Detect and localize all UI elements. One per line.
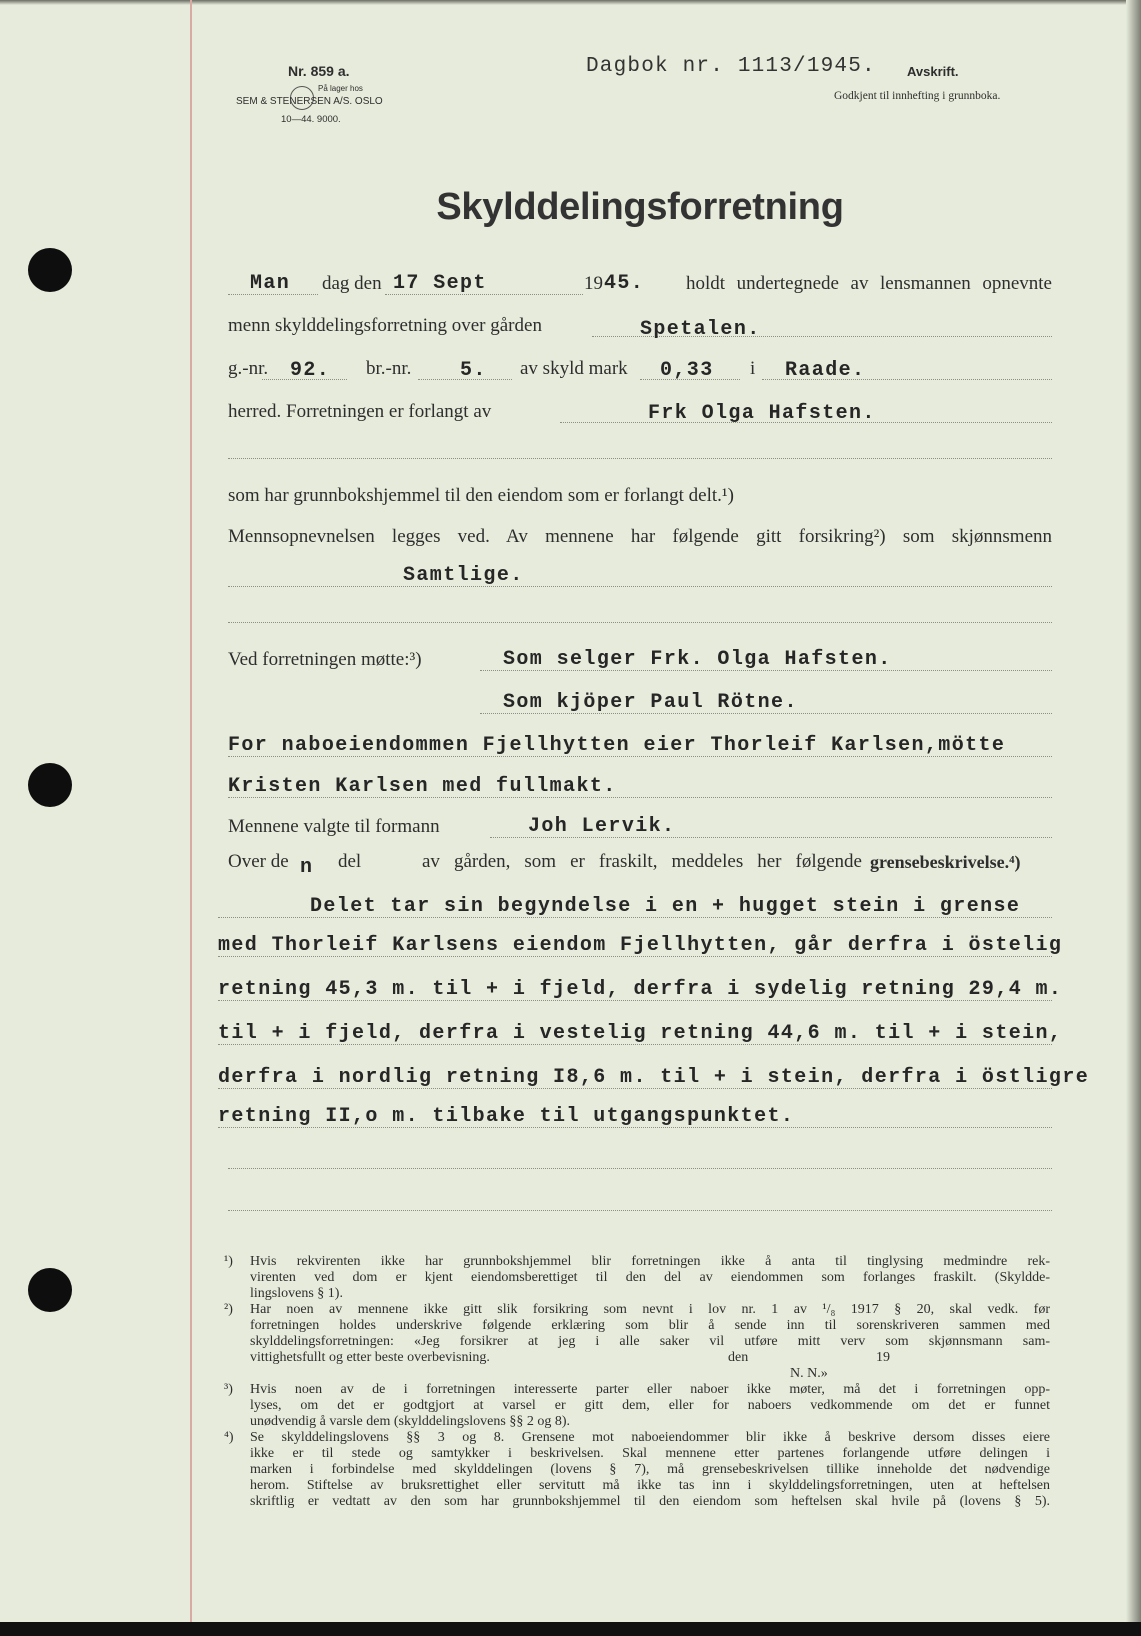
footnote-line: virenten ved dom er kjent eiendomsberettiget til den del av eiendommen som forlanges fraskilt. (Skyldde- bbox=[250, 1270, 1050, 1285]
form-number: Nr. 859 a. bbox=[288, 63, 350, 79]
footnote-line: Hvis noen av de i forretningen interesserte parter eller naboer ikke møter, må det i forretningen opp- bbox=[250, 1382, 1050, 1397]
footnote-line: skylddelingsforretningen: «Jeg forsikrer at jeg i alle saker vil utføre mitt verv som skjønnsmann sam- bbox=[250, 1334, 1050, 1349]
stock-note: På lager hos bbox=[318, 84, 363, 93]
municipality-field: Raade. bbox=[785, 359, 866, 382]
tax-field: 0,33 bbox=[660, 359, 714, 382]
footnote-line: ikke er til stede og samtykker i beskrivelsen. Skal mennene etter partenes forlangende utføre delingen i bbox=[250, 1446, 1050, 1461]
boundary-prefix: Over de bbox=[228, 851, 289, 872]
year-field: 45. bbox=[604, 272, 645, 295]
boundary-line: med Thorleif Karlsens eiendom Fjellhytten, går derfra i östelig bbox=[218, 934, 1063, 957]
footnote-line: forretningen holdes underskrive følgende erklæring som blir å sende inn til sorenskriveren sammen med bbox=[250, 1318, 1050, 1333]
boundary-line: Delet tar sin begyndelse i en + hugget stein i grense bbox=[310, 895, 1021, 918]
journal-entry: Dagbok nr. 1113/1945. bbox=[586, 55, 876, 78]
margin-rule bbox=[190, 0, 192, 1622]
in-label: i bbox=[750, 358, 756, 379]
dotted-rule bbox=[228, 1210, 1052, 1211]
footnote-line: marken i forbindelse med skylddelingen (lovens § 7), må grensebeskrivelsen tillike inneholde det nødvendige bbox=[250, 1462, 1050, 1477]
footnote-marker: ¹) bbox=[224, 1254, 233, 1269]
oath-date-label: den bbox=[728, 1350, 749, 1365]
oath-year-label: 19 bbox=[876, 1350, 890, 1365]
sworn-in-field: Samtlige. bbox=[403, 564, 524, 587]
footnote-line: Har noen av mennene ikke gitt slik forsikring som nevnt i lov nr. 1 av ¹/₈ 1917 § 20, skal vedk. før bbox=[250, 1302, 1050, 1317]
footnote-line: skriftlig er vedtatt av den som har grunnbokshjemmel til den eiendom som heftelsen skal hvile på (lovens § 5). bbox=[250, 1494, 1050, 1509]
paper-bottom-edge bbox=[0, 1622, 1141, 1636]
appointment-text: Mennsopnevnelsen legges ved. Av mennene har følgende gitt forsikring²) som skjønnsmenn bbox=[228, 526, 1052, 547]
dotted-rule bbox=[228, 622, 1052, 623]
title-deed-text: som har grunnbokshjemmel til den eiendom som er forlangt delt.¹) bbox=[228, 485, 734, 506]
page-title: Skylddelingsforretning bbox=[436, 186, 844, 228]
boundary-line: til + i fjeld, derfra i vestelig retning 44,6 m. til + i stein, bbox=[218, 1022, 1063, 1045]
footnote-line: Hvis rekvirenten ikke har grunnbokshjemmel blir forretningen ikke å anta til tinglysing medmindre rek- bbox=[250, 1254, 1050, 1269]
footnote-marker: ⁴) bbox=[224, 1430, 234, 1445]
attendee-buyer: Som kjöper Paul Rötne. bbox=[503, 691, 798, 714]
dotted-rule bbox=[228, 586, 1052, 587]
chair-label: Mennene valgte til formann bbox=[228, 816, 440, 837]
paper-right-edge bbox=[1126, 0, 1141, 1636]
attendee-proxy: Kristen Karlsen med fullmakt. bbox=[228, 775, 617, 798]
footnote-line: unødvendig å varsle dem (skylddelingslovens §§ 2 og 8). bbox=[250, 1414, 571, 1429]
punch-hole bbox=[28, 248, 72, 292]
gnr-label: g.-nr. bbox=[228, 358, 269, 379]
footnote-marker: ³) bbox=[224, 1382, 233, 1397]
year-prefix: 19 bbox=[584, 273, 603, 294]
fraction-field: n bbox=[300, 856, 314, 879]
weekday-field: Man bbox=[250, 272, 291, 295]
approval-note: Godkjent til innhefting i grunnboka. bbox=[834, 90, 1001, 102]
attendance-label: Ved forretningen møtte:³) bbox=[228, 649, 422, 670]
boundary-intro-text: av gården, som er fraskilt, meddeles her følgende bbox=[422, 851, 862, 872]
requested-label: herred. Forretningen er forlangt av bbox=[228, 401, 492, 422]
bnr-label: br.-nr. bbox=[366, 358, 412, 379]
publisher: SEM & STENERSEN A/S. OSLO bbox=[236, 96, 383, 107]
chair-field: Joh Lervik. bbox=[528, 815, 676, 838]
date-field: 17 Sept bbox=[393, 272, 487, 295]
footnote-line: herom. Stiftelse av bruksrettighet eller servitutt må ikke tas inn i skylddelingsforretningen, uten at heftelsen bbox=[250, 1478, 1050, 1493]
print-run: 10—44. 9000. bbox=[281, 114, 341, 125]
farm-label: menn skylddelingsforretning over gården bbox=[228, 315, 542, 336]
gnr-field: 92. bbox=[290, 359, 331, 382]
oath-signature: N. N.» bbox=[790, 1366, 828, 1381]
footnote-line: vittighetsfullt og etter beste overbevisning. bbox=[250, 1350, 490, 1365]
footnote-line: lingslovens § 1). bbox=[250, 1286, 343, 1301]
footnote-line: lyses, om det er godtgjort at varsel er gitt dem, eller for naboers vedkommende om det er funnet bbox=[250, 1398, 1050, 1413]
day-label: dag den bbox=[322, 273, 382, 294]
footnote-marker: ²) bbox=[224, 1302, 233, 1317]
attendee-seller: Som selger Frk. Olga Hafsten. bbox=[503, 648, 892, 671]
punch-hole bbox=[28, 763, 72, 807]
boundary-line: retning 45,3 m. til + i fjeld, derfra i sydelig retning 29,4 m. bbox=[218, 978, 1063, 1001]
dotted-rule bbox=[228, 458, 1052, 459]
requested-by-field: Frk Olga Hafsten. bbox=[648, 402, 876, 425]
punch-hole bbox=[28, 1268, 72, 1312]
attendee-neighbour: For naboeiendommen Fjellhytten eier Thorleif Karlsen,mötte bbox=[228, 734, 1006, 757]
copy-label: Avskrift. bbox=[907, 64, 959, 79]
boundary-line: derfra i nordlig retning I8,6 m. til + i stein, derfra i östligre bbox=[218, 1066, 1090, 1089]
tax-label: av skyld mark bbox=[520, 358, 628, 379]
boundary-heading: grensebeskrivelse.⁴) bbox=[870, 852, 1021, 872]
footnote-line: Se skylddelingslovens §§ 3 og 8. Grensene mot naboeiendommer blir ikke å beskrive dersom disses eiere bbox=[250, 1430, 1050, 1445]
del-label: del bbox=[338, 851, 362, 872]
paper-top-edge bbox=[0, 0, 1141, 5]
dotted-rule bbox=[228, 1168, 1052, 1169]
intro-text: holdt undertegnede av lensmannen opnevnte bbox=[686, 273, 1052, 294]
farm-field: Spetalen. bbox=[640, 318, 761, 341]
boundary-line: retning II,o m. tilbake til utgangspunktet. bbox=[218, 1105, 795, 1128]
bnr-field: 5. bbox=[460, 359, 487, 382]
